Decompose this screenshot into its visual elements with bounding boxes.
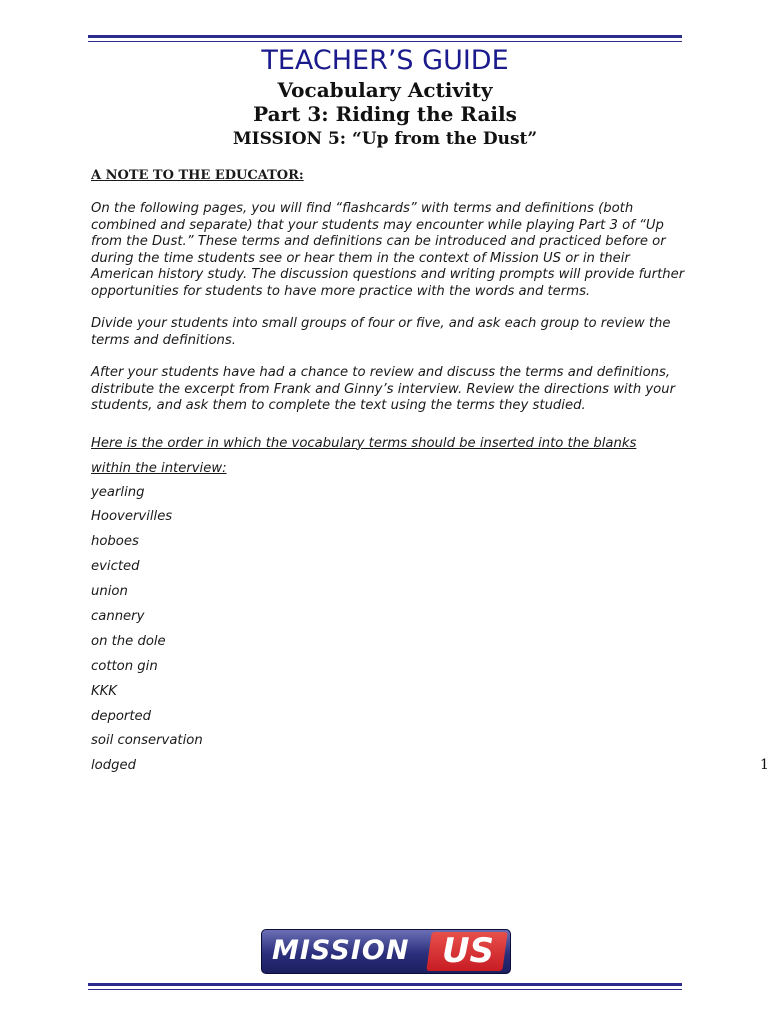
vocabulary-term: evicted xyxy=(91,559,140,575)
vocabulary-term: yearling xyxy=(91,484,145,500)
note-heading: A NOTE TO THE EDUCATOR: xyxy=(91,168,304,183)
logo-us-text: US xyxy=(441,931,495,971)
mission-title: MISSION 5: “Up from the Dust” xyxy=(232,129,538,149)
note-paragraph-2: Divide your students into small groups of four or five, and ask each group to review the terms and definitions. xyxy=(91,316,671,348)
vocabulary-term: deported xyxy=(91,708,152,724)
mission-us-logo xyxy=(261,929,511,974)
logo-mission-text: MISSION xyxy=(272,935,410,966)
part-title: Part 3: Riding the Rails xyxy=(253,102,517,126)
order-instruction-line-2: within the interview: xyxy=(91,460,227,476)
vocabulary-term: Hoovervilles xyxy=(91,509,173,525)
note-paragraph-3: After your students have had a chance to review and discuss the terms and definitions, distribute the excerpt from Frank and Ginny’s interview. Review the directions with your students, and ask them to complete the text using the terms they studied. xyxy=(91,365,676,413)
vocabulary-term: on the dole xyxy=(91,633,166,649)
note-paragraph-1: On the following pages, you will find “flashcards” with terms and definitions (both combined and separate) that your students may encounter while playing Part 3 of “Up from the Dust.” These terms and definitions can be introduced and practiced before or during the time students see or hear them in the context of Mission US or in their American history study. The discussion questions and writing prompts will provide further opportunities for students to have more practice with the words and terms. xyxy=(91,201,685,299)
top-rule xyxy=(88,35,682,42)
activity-title: Vocabulary Activity xyxy=(277,78,493,102)
page-title: TEACHER’S GUIDE xyxy=(261,45,509,76)
note-section xyxy=(91,166,691,779)
page-number: 1 xyxy=(760,757,769,773)
vocabulary-term: lodged xyxy=(91,758,136,774)
bottom-rule xyxy=(88,983,682,990)
vocabulary-term: cannery xyxy=(91,608,145,624)
vocabulary-term: hoboes xyxy=(91,534,139,550)
order-instruction-line-1: Here is the order in which the vocabulary terms should be inserted into the blanks xyxy=(91,435,637,451)
vocabulary-term: cotton gin xyxy=(91,658,158,674)
header xyxy=(88,44,682,150)
vocabulary-term: soil conservation xyxy=(91,733,203,749)
vocabulary-term-list xyxy=(91,481,691,780)
vocabulary-term: KKK xyxy=(91,683,117,699)
vocabulary-term: union xyxy=(91,584,128,600)
